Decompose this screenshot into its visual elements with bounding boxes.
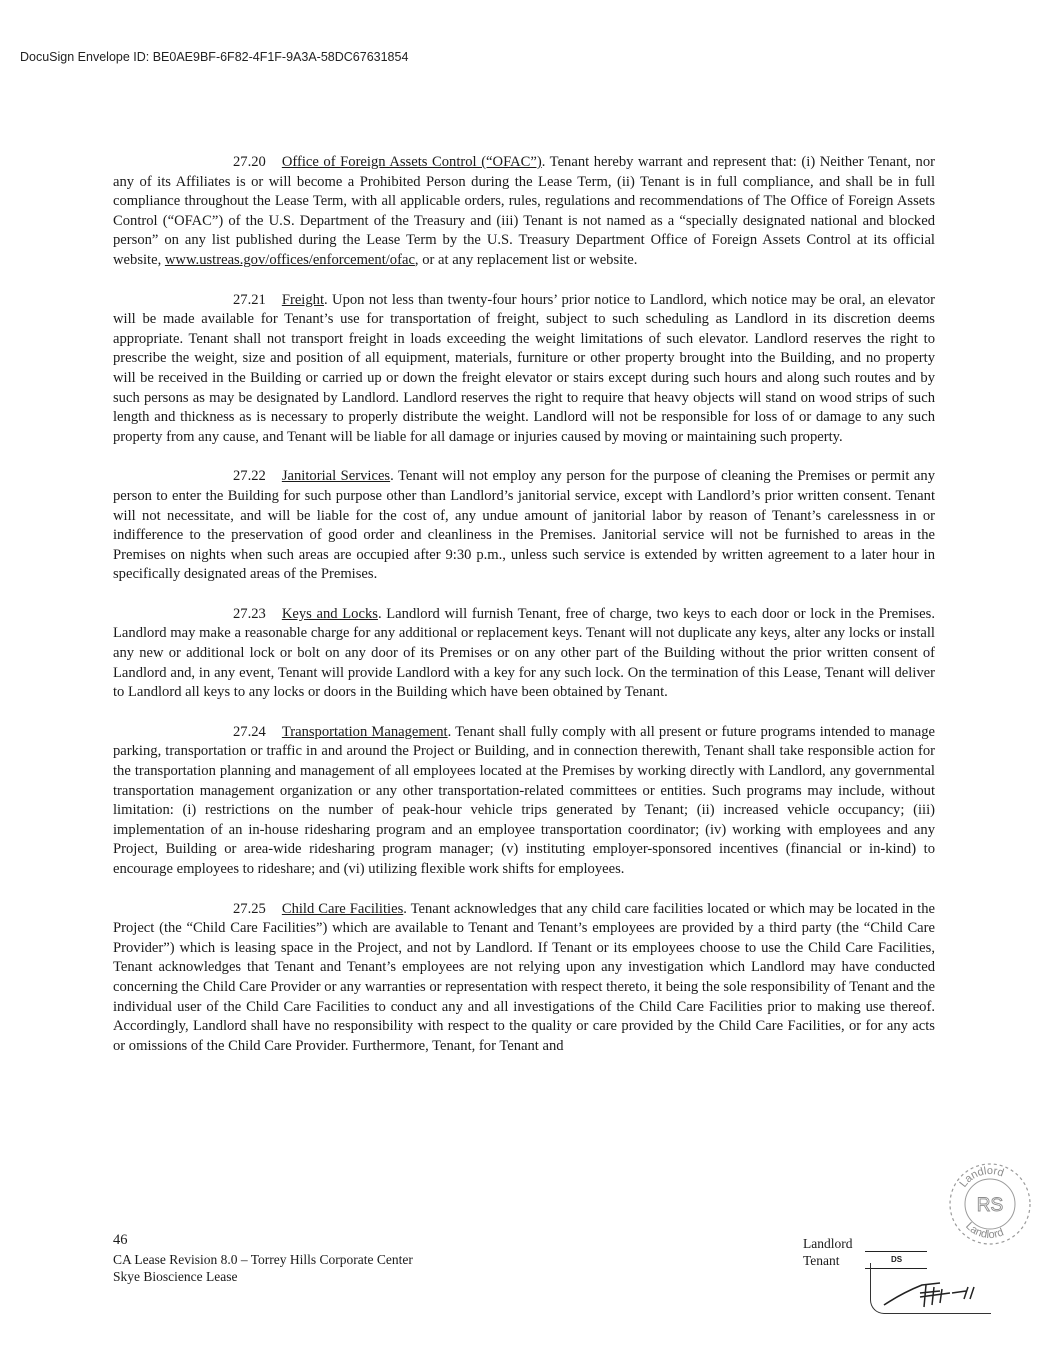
landlord-initials-line[interactable]: [865, 1239, 927, 1252]
section-number: 27.21: [233, 291, 266, 308]
section-heading: Child Care Facilities: [281, 900, 404, 917]
page-number: 46: [113, 1232, 128, 1248]
section-number: 27.24: [233, 723, 266, 740]
stamp-top-text: Landlord: [957, 1164, 1006, 1190]
section-text: . Tenant hereby warrant and represent that: (i) Neither Tenant, nor any of its Affiliates is or will become a Prohibited Person during the Lease Term, (ii) Tenant is in full compliance, and shall be in full compliance throughout the Lease Term, with all applicable orders, rules, regulations and recommendations of The Office of Foreign Assets Control (“OFAC”) of the U.S. Department of the Treasury and (iii) Tenant is not named as a “specially designated national and blocked person” on any list published during the Lease Term by the U.S. Treasury Department Office of Foreign Assets Control at its official website,: [113, 154, 936, 268]
section-text: . Tenant acknowledges that any child care facilities located or which may be located in the Project (the “Child Care Facilities”) which are available to Tenant and Tenant’s employees are provided by a third party (the “Child Care Provider”) which is leasing space in the Project, and not by Landlord. If Tenant or its employees choose to use the Child Care Facilities, Tenant acknowledges that Tenant and Tenant’s employees are not relying upon any investigation which Landlord may have conducted concerning the Child Care Provider or any warranties or representation with respect thereto, it being the sole responsibility of Tenant and the individual user of the Child Care Facilities to conduct any and all investigations of the Child Care Facilities prior to making use thereof. Accordingly, Landlord shall have no responsibility with respect to the quality or care provided by the Child Care Facilities, or for any acts or omissions of the Child Care Provider. Furthermore, Tenant, for Tenant and: [113, 900, 935, 1054]
section-text-end: , or at any replacement list or website.: [414, 251, 638, 268]
section-text: . Tenant shall fully comply with all present or future programs intended to manage parking, transportation or traffic in and around the Project or Building, and in connection therewith, Tenant shall take responsible action for the transportation planning and management of all employees located at the Premises by working directly with Landlord, any governmental transportation management organization or any other transportation-related committees or entities. Such programs may include, without limitation: (i) restrictions on the number of peak-hour vehicle trips generated by Tenant; (ii) increased vehicle occupancy; (iii) implementation of an in-house ridesharing program and an employee transportation coordinator; (iv) working with employees and any Project, Building or area-wide ridesharing program manager; (v) instituting employer-sponsored incentives (financial or in-kind) to encourage employees to rideshare; and (vi) utilizing flexible work shifts for employees.: [113, 723, 935, 877]
section-27-22: [113, 467, 935, 585]
section-27-23: [113, 605, 935, 703]
section-heading: Freight: [281, 291, 325, 308]
section-number: 27.22: [233, 468, 266, 485]
section-heading: Transportation Management: [281, 723, 448, 740]
section-number: 27.20: [233, 154, 266, 170]
section-27-20: [113, 153, 935, 271]
stamp-initials: RS: [976, 1195, 1004, 1216]
lease-body: [113, 153, 935, 1076]
landlord-label: Landlord: [803, 1236, 853, 1251]
docusign-envelope-id: DocuSign Envelope ID: BE0AE9BF-6F82-4F1F-9A3A-58DC67631854: [20, 50, 409, 64]
section-27-24: [113, 723, 935, 880]
page-footer: [113, 1232, 413, 1285]
section-27-21: [113, 291, 935, 448]
section-text: . Upon not less than twenty-four hours’ prior notice to Landlord, which notice may be oral, an elevator will be made available for Tenant’s use for transportation of freight, subject to such scheduling as Landlord in its discretion deems appropriate. Tenant shall not transport freight in loads exceeding the weight limitations of such elevator. Landlord reserves the right to prescribe the weight, size and position of all equipment, materials, furniture or other property brought into the Building, and no property will be received in the Building or carried up or down the freight elevator or stairs except during such hours and along such routes and by such persons as may be designated by Landlord. Landlord reserves the right to require that heavy objects will stand on wood strips of such length and thickness as is necessary to properly distribute the weight. Landlord will not be responsible for loss of or damage to any such property from any cause, and Tenant will be liable for all damage or injuries caused by moving or maintaining such property.: [113, 291, 935, 445]
landlord-initials-stamp-icon: [946, 1160, 1034, 1248]
section-heading: Keys and Locks: [281, 605, 378, 622]
landlord-initials-row: [803, 1235, 927, 1252]
tenant-signature-icon: [880, 1275, 980, 1311]
ds-label: DS: [891, 1255, 903, 1264]
tenant-label: Tenant: [803, 1253, 840, 1268]
ofac-website-link[interactable]: www.ustreas.gov/offices/enforcement/ofac: [164, 251, 415, 268]
section-number: 27.23: [233, 605, 266, 622]
footer-line-2: Skye Bioscience Lease: [113, 1269, 238, 1284]
section-heading: Janitorial Services: [281, 468, 391, 485]
section-heading: Office of Foreign Assets Control (“OFAC”): [281, 154, 542, 170]
section-text: . Landlord will furnish Tenant, free of charge, two keys to each door or lock in the Premises. Landlord may make a reasonable charge for any additional or replacement keys. Tenant will not duplicate any keys, alter any locks or install any new or additional lock or bolt on any door of its Premises or on any other part of the Building without the prior written consent of Landlord and, in any event, Tenant will provide Landlord with a key for any such lock. On the termination of this Lease, Tenant will deliver to Landlord all keys to any locks or doors in the Building which have been obtained by Tenant.: [113, 605, 935, 701]
stamp-bottom-text: Landlord: [963, 1220, 1006, 1242]
section-number: 27.25: [233, 900, 266, 917]
section-text: . Tenant will not employ any person for the purpose of cleaning the Premises or permit any person to enter the Building for such purpose other than Landlord’s janitorial service, except with Landlord’s prior written consent. Tenant will not necessitate, and will be liable for the cost of, any undue amount of janitorial labor by reason of Tenant’s carelessness in or indifference to the preservation of good order and cleanliness in the Premises. Janitorial service will not be furnished to areas in the Premises on nights when such areas are occupied after 9:30 p.m., unless such service is extended by written agreement to a later hour in specifically designated areas of the Premises.: [113, 468, 935, 583]
section-27-25: [113, 900, 935, 1057]
footer-line-1: CA Lease Revision 8.0 – Torrey Hills Corporate Center: [113, 1252, 413, 1267]
